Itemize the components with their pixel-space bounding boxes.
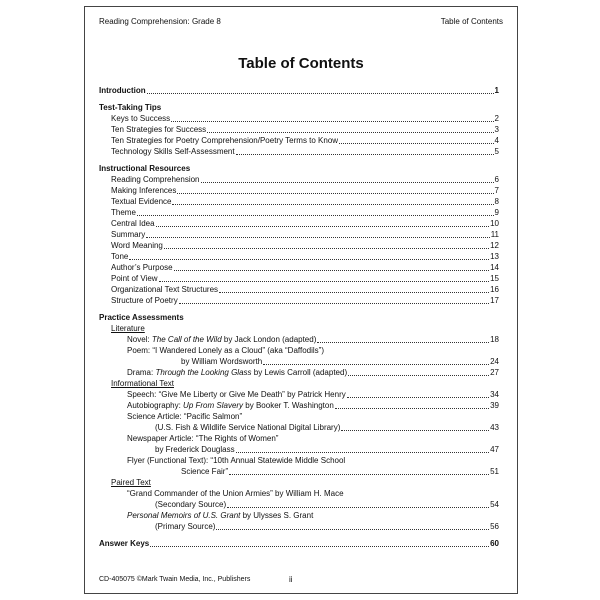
toc-entry[interactable]: Reading Comprehension 6 xyxy=(111,175,499,184)
toc-entry[interactable]: Summary 11 xyxy=(111,230,499,239)
toc-entry-newspaper-line2[interactable]: by Frederick Douglass 47 xyxy=(155,445,499,454)
toc-entry-memoirs-line1[interactable]: Personal Memoirs of U.S. Grant by Ulysses S. Grant xyxy=(127,511,314,520)
header-right: Table of Contents xyxy=(440,17,503,26)
toc-entry[interactable]: Making Inferences 7 xyxy=(111,186,499,195)
footer-page-number: ii xyxy=(289,575,293,584)
footer-publisher: CD-405075 ©Mark Twain Media, Inc., Publishers xyxy=(99,576,251,583)
section-heading-instructional: Instructional Resources xyxy=(99,164,191,173)
toc-entry[interactable]: Word Meaning 12 xyxy=(111,241,499,250)
toc-entry-speech[interactable]: Speech: “Give Me Liberty or Give Me Death” by Patrick Henry 34 xyxy=(127,390,499,399)
toc-entry-drama[interactable]: Drama: Through the Looking Glass by Lewis Carroll (adapted) 27 xyxy=(127,368,499,377)
toc-entry[interactable]: Structure of Poetry 17 xyxy=(111,296,499,305)
toc-entry-science-line1[interactable]: Science Article: “Pacific Salmon” xyxy=(127,412,243,421)
toc-entry-newspaper-line1[interactable]: Newspaper Article: “The Rights of Women” xyxy=(127,434,279,443)
toc-entry-flyer-line2[interactable]: Science Fair” 51 xyxy=(181,467,499,476)
subheading-literature: Literature xyxy=(111,324,145,333)
toc-entry[interactable]: Keys to Success 2 xyxy=(111,114,499,123)
toc-entry[interactable]: Ten Strategies for Success 3 xyxy=(111,125,499,134)
subheading-informational: Informational Text xyxy=(111,379,174,388)
section-heading-test-taking: Test-Taking Tips xyxy=(99,103,162,112)
toc-entry-autobiography[interactable]: Autobiography: Up From Slavery by Booker T. Washington 39 xyxy=(127,401,499,410)
toc-entry[interactable]: Central Idea 10 xyxy=(111,219,499,228)
table-of-contents xyxy=(99,85,499,549)
page-footer xyxy=(99,576,503,583)
dot-leader xyxy=(147,86,494,94)
toc-entry[interactable]: Organizational Text Structures 16 xyxy=(111,285,499,294)
toc-entry[interactable]: Textual Evidence 8 xyxy=(111,197,499,206)
toc-entry-novel[interactable]: Novel: The Call of the Wild by Jack London (adapted) 18 xyxy=(127,335,499,344)
toc-entry[interactable]: Technology Skills Self-Assessment 5 xyxy=(111,147,499,156)
header-left: Reading Comprehension: Grade 8 xyxy=(99,17,221,26)
toc-entry[interactable]: Author’s Purpose 14 xyxy=(111,263,499,272)
section-heading-practice: Practice Assessments xyxy=(99,313,184,322)
page-header xyxy=(99,17,503,26)
toc-entry-poem-line2[interactable]: by William Wordsworth 24 xyxy=(181,357,499,366)
toc-entry[interactable]: Theme 9 xyxy=(111,208,499,217)
toc-entry-poem-line1[interactable]: Poem: “I Wandered Lonely as a Cloud” (aka “Daffodils”) xyxy=(127,346,324,355)
toc-entry[interactable]: Tone 13 xyxy=(111,252,499,261)
toc-entry-memoirs-line2[interactable]: (Primary Source) 56 xyxy=(155,522,499,531)
toc-entry-science-line2[interactable]: (U.S. Fish & Wildlife Service National Digital Library) 43 xyxy=(155,423,499,432)
page-title: Table of Contents xyxy=(238,55,364,72)
toc-entry-flyer-line1[interactable]: Flyer (Functional Text): “10th Annual Statewide Middle School xyxy=(127,456,346,465)
subheading-paired: Paired Text xyxy=(111,478,151,487)
toc-entry-grand-line1[interactable]: “Grand Commander of the Union Armies” by William H. Mace xyxy=(127,489,344,498)
toc-entry-introduction[interactable]: Introduction 1 xyxy=(99,86,499,95)
toc-entry[interactable]: Ten Strategies for Poetry Comprehension/Poetry Terms to Know 4 xyxy=(111,136,499,145)
toc-entry-grand-line2[interactable]: (Secondary Source) 54 xyxy=(155,500,499,509)
toc-entry-answer-keys[interactable]: Answer Keys 60 xyxy=(99,539,499,548)
toc-entry[interactable]: Point of View 15 xyxy=(111,274,499,283)
document-page xyxy=(84,6,518,594)
